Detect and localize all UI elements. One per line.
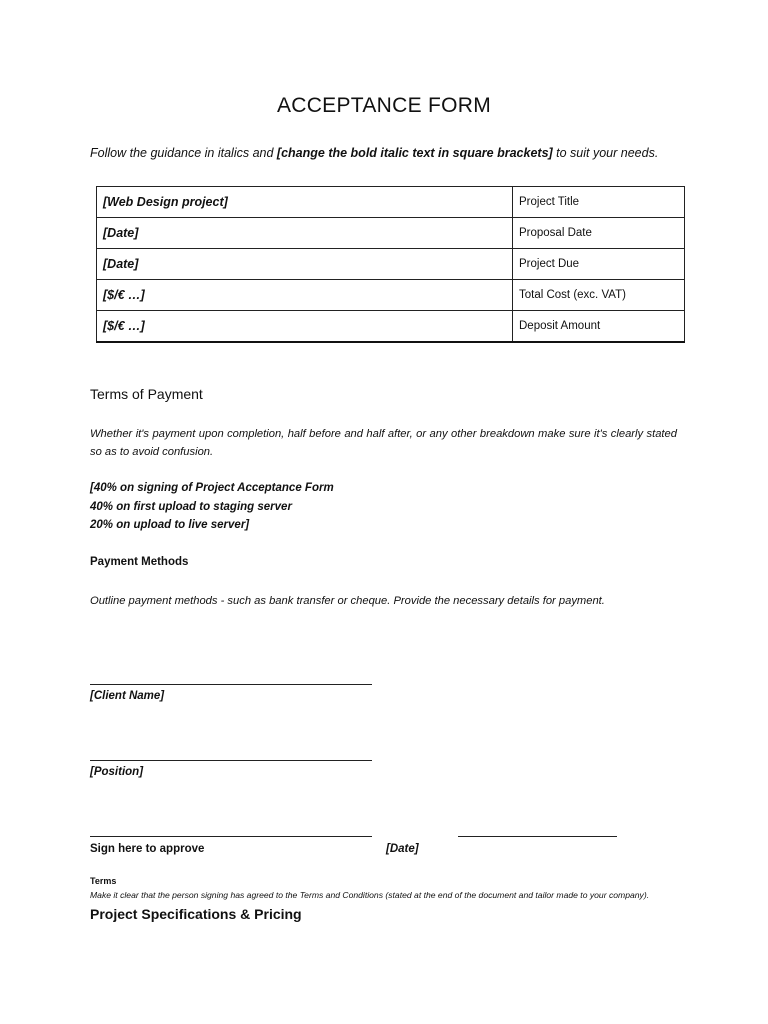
- project-info-table: [96, 186, 685, 343]
- schedule-line: 40% on first upload to staging server: [90, 500, 292, 513]
- total-cost-value: [$/€ …]: [97, 280, 513, 311]
- schedule-line: [40% on signing of Project Acceptance Form: [90, 482, 334, 494]
- date-label: [Date]: [386, 843, 419, 855]
- client-signature-line: [90, 684, 372, 685]
- terms-of-payment-description: Whether it's payment upon completion, half before and half after, or any other breakdown make sure it's clearly stated so as to avoid confusion.: [90, 428, 677, 458]
- project-title-label: Project Title: [513, 187, 685, 218]
- guidance-bold: [change the bold italic text in square brackets]: [276, 146, 553, 160]
- proposal-date-value: [Date]: [97, 218, 513, 249]
- client-name-label: [Client Name]: [90, 690, 165, 702]
- project-specifications-heading: Project Specifications & Pricing: [90, 906, 302, 922]
- page-title: ACCEPTANCE FORM: [276, 94, 492, 117]
- position-label: [Position]: [90, 766, 144, 778]
- approve-signature-line: [90, 836, 372, 837]
- terms-text: Make it clear that the person signing has agreed to the Terms and Conditions (stated at the end of the document and tailor made to your company).: [90, 890, 650, 900]
- deposit-amount-label: Deposit Amount: [513, 311, 685, 343]
- terms-heading: Terms: [90, 876, 117, 886]
- table-row: [97, 187, 685, 218]
- deposit-amount-value: [$/€ …]: [97, 311, 513, 343]
- payment-methods-description: Outline payment methods - such as bank transfer or cheque. Provide the necessary details for payment.: [90, 595, 605, 607]
- table-row: [97, 218, 685, 249]
- project-due-label: Project Due: [513, 249, 685, 280]
- total-cost-label: Total Cost (exc. VAT): [513, 280, 685, 311]
- payment-schedule: [90, 479, 334, 535]
- terms-of-payment-heading: Terms of Payment: [90, 386, 203, 402]
- project-title-value: [Web Design project]: [97, 187, 513, 218]
- date-signature-line: [458, 836, 617, 837]
- payment-methods-heading: Payment Methods: [90, 556, 189, 568]
- guidance-text: [90, 146, 658, 160]
- proposal-date-label: Proposal Date: [513, 218, 685, 249]
- guidance-post: to suit your needs.: [552, 146, 659, 160]
- project-due-value: [Date]: [97, 249, 513, 280]
- table-row: [97, 311, 685, 343]
- guidance-pre: Follow the guidance in italics and: [90, 146, 277, 160]
- position-signature-line: [90, 760, 372, 761]
- table-row: [97, 280, 685, 311]
- sign-to-approve-label: Sign here to approve: [90, 843, 205, 855]
- schedule-line: 20% on upload to live server]: [90, 519, 250, 531]
- table-row: [97, 249, 685, 280]
